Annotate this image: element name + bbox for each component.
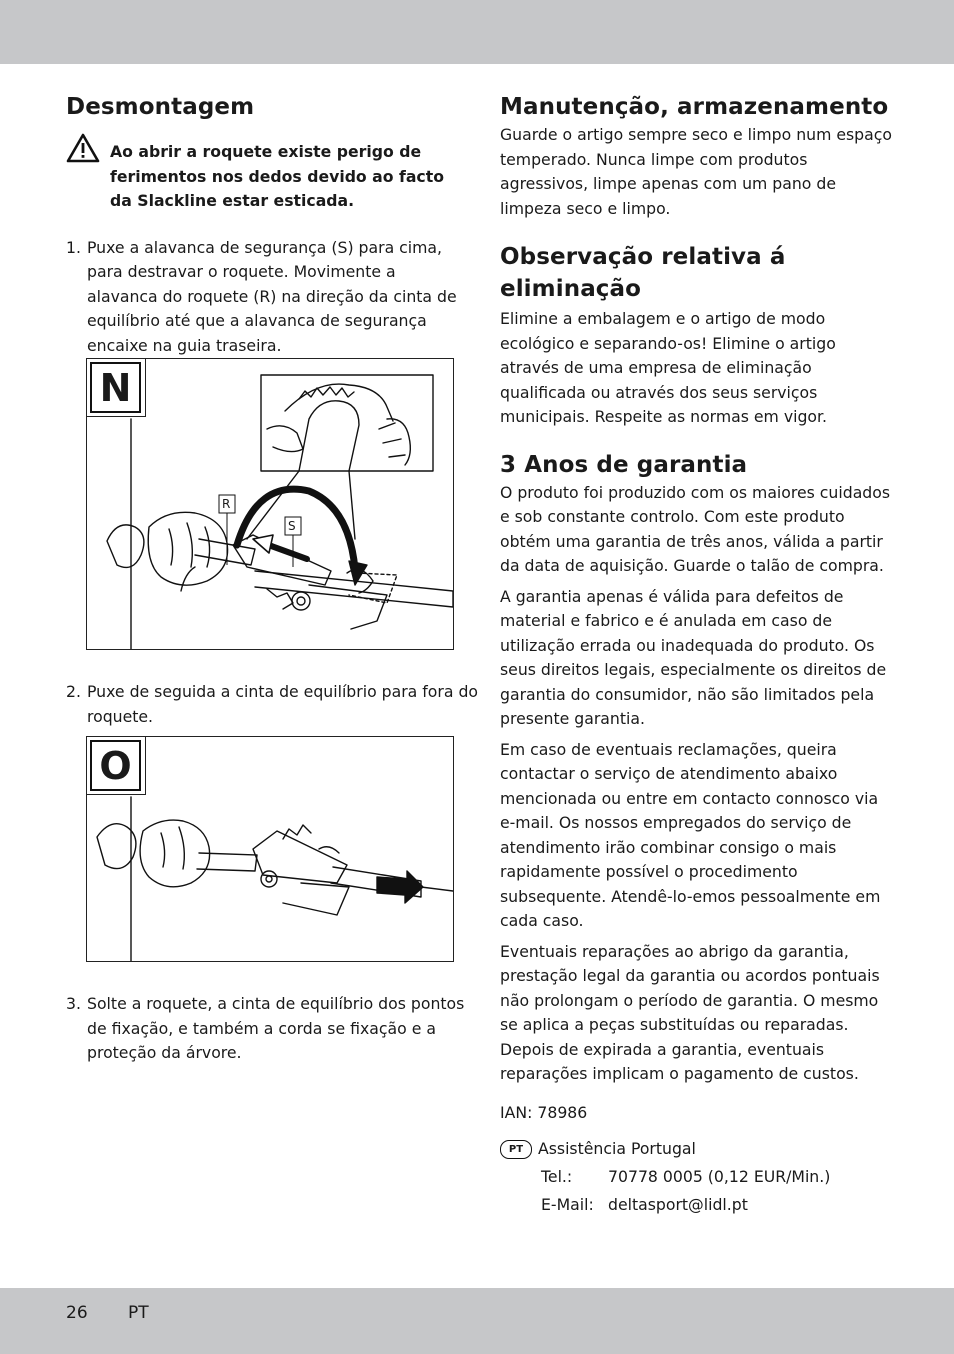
- left-column: [66, 92, 458, 358]
- warning-block: [66, 140, 458, 214]
- figure-letter: N: [90, 362, 141, 413]
- step-number: 1.: [66, 237, 81, 257]
- ian-number: IAN: 78986: [500, 1102, 588, 1122]
- figure-n: [86, 358, 454, 650]
- step-1: [66, 236, 458, 359]
- tel-number: 70778 0005 (0,12 EUR/Min.): [608, 1167, 831, 1186]
- warning-triangle-icon: [66, 133, 100, 163]
- service-contact: [500, 1135, 892, 1219]
- callout-r-label: R: [222, 497, 231, 511]
- figure-o: [86, 736, 454, 962]
- service-name: Assistência Portugal: [538, 1139, 696, 1158]
- right-column: [500, 92, 892, 1219]
- warranty-paragraph: A garantia apenas é válida para defeitos de material e fabrico e é anulada em caso de utilização errada ou inadequada do produto. Os seus direitos legais, especialmente os direitos de garantia do consumidor, não são limitados pela presente garantia.: [500, 586, 887, 728]
- warning-text: Ao abrir a roquete existe perigo de ferimentos nos dedos devido ao facto da Slackline estar esticada.: [110, 142, 444, 210]
- language-code: PT: [128, 1303, 149, 1323]
- tel-label: Tel.:: [541, 1167, 573, 1186]
- header-band: [0, 0, 954, 64]
- step-text: Puxe a alavanca de segurança (S) para cima, para destravar o roquete. Movimente a alavanca do roquete (R) na direção da cinta de equilíbrio até que a alavanca de segurança encaixe na guia traseira.: [87, 237, 457, 355]
- strap-removal-illustration: [87, 737, 453, 961]
- warranty-paragraph: Eventuais reparações ao abrigo da garantia, prestação legal da garantia ou acordos pontuais não prolongam o período de garantia. O mesmo se aplica a peças substituídas ou reparadas. Depois de expirada a garantia, eventuais reparações implicam o pagamento de custos.: [500, 941, 880, 1083]
- warranty-paragraph: Em caso de eventuais reclamações, queira contactar o serviço de atendimento abaixo mencionada ou entre em contacto connosco via e-mail. Os nossos empregados do serviço de atendimento irão combinar consigo o mais rapidamente possível o procedimento subsequente. Atendê-lo-emos pessoalmente em cada caso.: [500, 739, 881, 930]
- disassembly-title: Desmontagem: [66, 94, 255, 120]
- callout-s-label: S: [288, 519, 296, 533]
- page-number: 26: [66, 1303, 88, 1323]
- warranty-title: 3 Anos de garantia: [500, 451, 748, 478]
- step-text: Solte a roquete, a cinta de equilíbrio dos pontos de fixação, e também a corda se fixação e a proteção da árvore.: [87, 994, 465, 1062]
- disposal-text: Elimine a embalagem e o artigo de modo ecológico e separando-os! Elimine o artigo através de uma empresa de eliminação qualificada ou através dos seus serviços municipais. Respeite as normas em vigor.: [500, 309, 836, 426]
- step-number: 3.: [66, 994, 81, 1013]
- step-2: [66, 680, 479, 729]
- maintenance-text: Guarde o artigo sempre seco e limpo num espaço temperado. Nunca limpe com produtos agressivos, limpe apenas com um pano de limpeza seco e limpo.: [500, 125, 892, 218]
- disposal-title: Observação relativa á eliminação: [500, 244, 786, 302]
- country-badge: PT: [500, 1140, 532, 1159]
- figure-letter: O: [90, 740, 141, 791]
- step-3: [66, 992, 479, 1066]
- step-text: Puxe de seguida a cinta de equilíbrio para fora do roquete.: [87, 682, 478, 726]
- warranty-paragraph: O produto foi produzido com os maiores cuidados e sob constante controlo. Com este produto obtém uma garantia de três anos, válida a partir da data de aquisição. Guarde o talão de compra.: [500, 482, 891, 575]
- ratchet-release-illustration: [87, 359, 453, 649]
- email-address[interactable]: deltasport@lidl.pt: [608, 1195, 748, 1214]
- maintenance-title: Manutenção, armazenamento: [500, 94, 889, 120]
- email-label: E-Mail:: [541, 1195, 594, 1214]
- step-number: 2.: [66, 682, 81, 701]
